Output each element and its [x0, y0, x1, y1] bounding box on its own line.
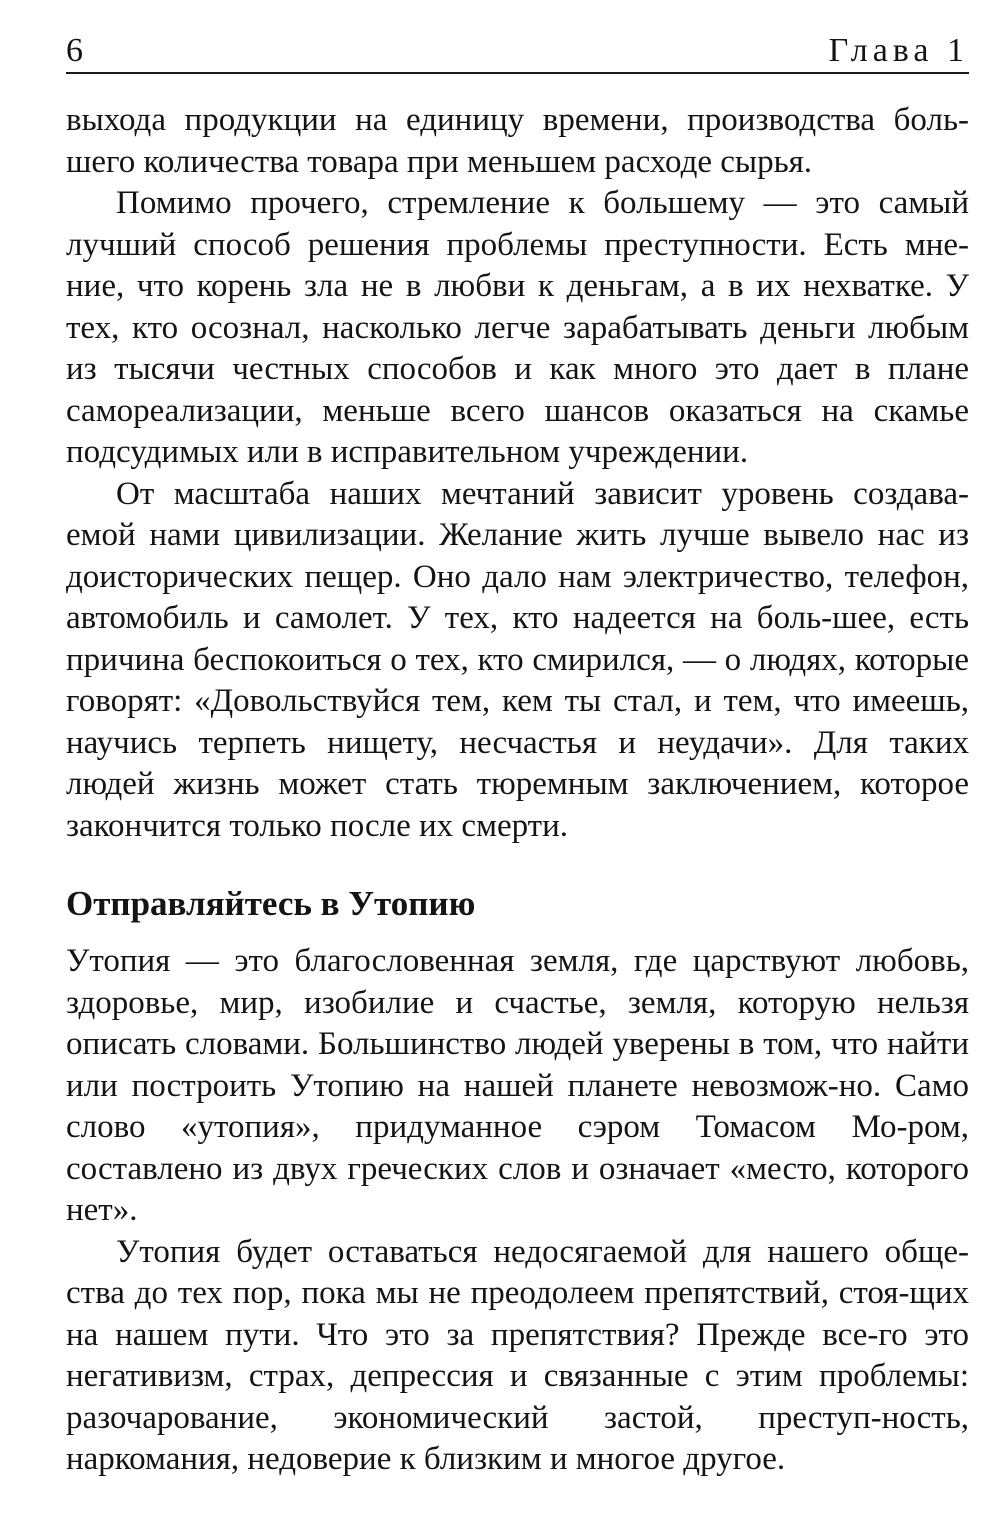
paragraph: Помимо прочего, стремление к большему — это самый лучший способ решения проблемы преступности. Есть мне-ние, что корень зла не в любви к деньгам, а в их нехватке. У тех, кто осознал, насколько легче зарабатывать деньги любым из тысячи честных способов и как много это дает в плане самореализации, меньше всего шансов оказаться на скамье подсудимых или в исправительном учреждении.: [66, 185, 969, 470]
section-heading: Отправляйтесь в Утопию: [66, 884, 476, 923]
paragraph: Утопия будет оставаться недосягаемой для нашего обще-ства до тех пор, пока мы не преодолеем препятствий, стоя-щих на нашем пути. Что это за препятствия? Прежде все-го это негативизм, страх, депрессия и связанные с этим проблемы: разочарование, экономический застой, преступ-ность, наркомания, недоверие к близким и многое другое.: [66, 1233, 969, 1477]
page-number: 6: [66, 32, 83, 69]
paragraph: От масштаба наших мечтаний зависит уровень создава-емой нами цивилизации. Желание жить лучше вывело нас из доисторических пещер. Оно дало нам электричество, телефон, автомобиль и самолет. У тех, кто надеется на боль-шее, есть причина беспокоиться о тех, кто смирился, — о людях, которые говорят: «Довольствуйся тем, кем ты стал, и тем, что имеешь, научись терпеть нищету, несчастья и неудачи». Для таких людей жизнь может стать тюремным заключением, которое закончится только после их смерти.: [66, 475, 969, 844]
book-page: [66, 22, 969, 1481]
paragraph: Утопия — это благословенная земля, где царствуют любовь, здоровье, мир, изобилие и счастье, земля, которую нельзя описать словами. Большинство людей уверены в том, что найти или построить Утопию на нашей планете невозмож-но. Само слово «утопия», придуманное сэром Томасом Мо-ром, составлено из двух греческих слов и означает «место, которого нет».: [66, 943, 969, 1228]
body-text-top: [66, 100, 969, 847]
running-header: [66, 22, 969, 74]
paragraph-continuation: выхода продукции на единицу времени, производства боль-шего количества товара при меньшем расходе сырья.: [66, 102, 969, 180]
body-text-section: [66, 941, 969, 1481]
chapter-title: Глава 1: [828, 32, 969, 69]
